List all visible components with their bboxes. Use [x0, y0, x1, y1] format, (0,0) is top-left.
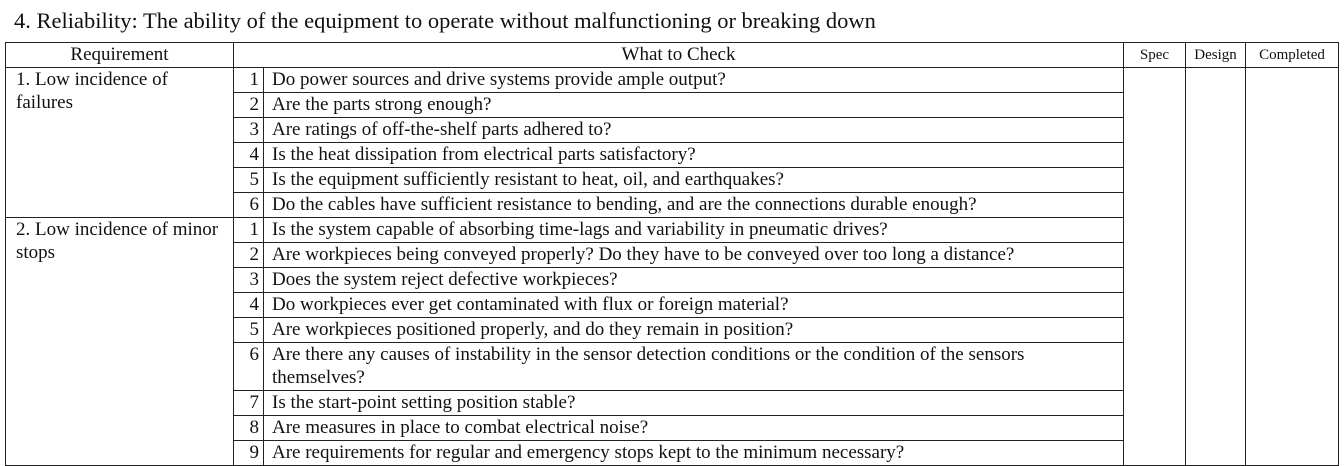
check-item-text: Are there any causes of instability in the sensor detection conditions or the condition of the sensors themselves?: [264, 343, 1124, 391]
item-number: 7: [234, 391, 264, 416]
what-to-check-column-header: What to Check: [234, 43, 1124, 68]
item-number: 3: [234, 118, 264, 143]
requirement-cell: 2. Low incidence of minor stops: [6, 218, 234, 466]
check-item-text: Are ratings of off-the-shelf parts adhered to?: [264, 118, 1124, 143]
check-item-text: Does the system reject defective workpieces?: [264, 268, 1124, 293]
design-column-header: Design: [1186, 43, 1246, 68]
check-item-text: Is the heat dissipation from electrical parts satisfactory?: [264, 143, 1124, 168]
check-item-text: Are requirements for regular and emergency stops kept to the minimum necessary?: [264, 441, 1124, 466]
check-item-text: Is the start-point setting position stable?: [264, 391, 1124, 416]
item-number: 4: [234, 293, 264, 318]
item-number: 1: [234, 218, 264, 243]
check-item-text: Are the parts strong enough?: [264, 93, 1124, 118]
item-number: 3: [234, 268, 264, 293]
spec-column-header: Spec: [1124, 43, 1186, 68]
check-item-text: Do workpieces ever get contaminated with flux or foreign material?: [264, 293, 1124, 318]
check-item-text: Are workpieces positioned properly, and do they remain in position?: [264, 318, 1124, 343]
completed-cell[interactable]: [1246, 68, 1339, 466]
check-item-text: Are workpieces being conveyed properly? Do they have to be conveyed over too long a distance?: [264, 243, 1124, 268]
check-item-text: Do power sources and drive systems provide ample output?: [264, 68, 1124, 93]
page-title: 4. Reliability: The ability of the equipment to operate without malfunctioning or breaking down: [14, 8, 876, 33]
table-row: [6, 68, 1339, 93]
item-number: 8: [234, 416, 264, 441]
item-number: 6: [234, 343, 264, 391]
design-cell[interactable]: [1186, 68, 1246, 466]
item-number: 9: [234, 441, 264, 466]
item-number: 2: [234, 243, 264, 268]
requirement-column-header: Requirement: [6, 43, 234, 68]
reliability-checklist-table: [5, 42, 1339, 466]
requirement-cell: 1. Low incidence of failures: [6, 68, 234, 218]
check-item-text: Are measures in place to combat electrical noise?: [264, 416, 1124, 441]
check-item-text: Is the equipment sufficiently resistant to heat, oil, and earthquakes?: [264, 168, 1124, 193]
completed-column-header: Completed: [1246, 43, 1339, 68]
header-row: [6, 43, 1339, 68]
item-number: 5: [234, 318, 264, 343]
item-number: 1: [234, 68, 264, 93]
item-number: 4: [234, 143, 264, 168]
item-number: 6: [234, 193, 264, 218]
item-number: 2: [234, 93, 264, 118]
item-number: 5: [234, 168, 264, 193]
spec-cell[interactable]: [1124, 68, 1186, 466]
check-item-text: Do the cables have sufficient resistance to bending, and are the connections durable enough?: [264, 193, 1124, 218]
check-item-text: Is the system capable of absorbing time-lags and variability in pneumatic drives?: [264, 218, 1124, 243]
